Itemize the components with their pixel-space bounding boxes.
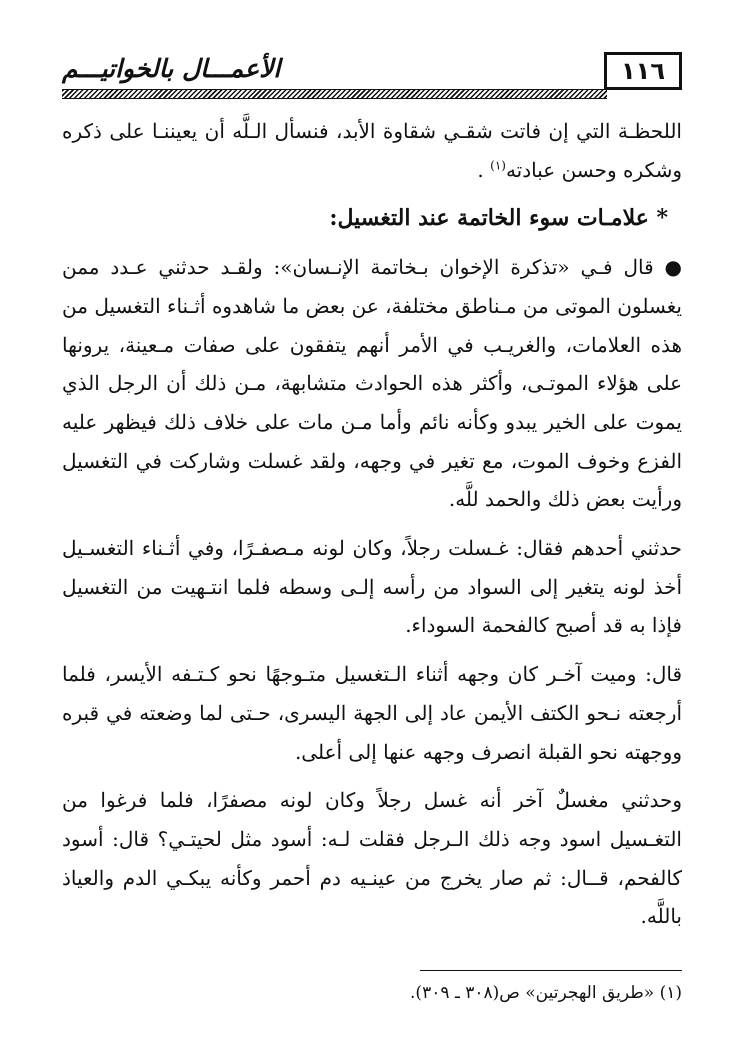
paragraph-1-text: اللحظـة التي إن فاتت شقـي شقاوة الأبد، فنسأل الـلَّه أن يعيننـا على ذكره وشكره وحسن عبادته bbox=[62, 119, 682, 182]
spacer bbox=[62, 238, 682, 248]
running-title: الأعمـــال بالخواتيـــم bbox=[62, 54, 281, 83]
footnote-reference: (١) bbox=[490, 158, 506, 173]
spacer bbox=[62, 771, 682, 781]
page-header bbox=[62, 52, 682, 98]
spacer bbox=[62, 645, 682, 655]
page-number: ١١٦ bbox=[604, 52, 682, 90]
footnote-separator bbox=[420, 970, 682, 971]
section-heading: * علامـات سوء الخاتمة عند التغسيل: bbox=[329, 205, 668, 232]
footnote: (١) «طريق الهجرتين» ص(٣٠٨ ـ ٣٠٩). bbox=[410, 983, 682, 1003]
paragraph-1 bbox=[62, 112, 682, 189]
spacer bbox=[62, 189, 682, 199]
paragraph-4: قال: وميت آخـر كان وجهه أثناء الـتغسيل متـوجهًا نحو كـتـفه الأيسر، فلما أرجعته نـحو الكتف الأيمن عاد إلى الجهة اليسرى، حـتى لما وضعته في قبره ووجهته نحو القبلة انصرف وجهه عنها إلى أعلى. bbox=[62, 662, 682, 764]
paragraph-5: وحدثني مغسلٌ آخر أنه غسل رجلاً وكان لونه مصفرًا، فلما فرغوا من التغـسيل اسود وجه ذلك الـرجل فقلت لـه: أسود مثل لحيتـي؟ قال: أسود كالفحم، قــال: ثم صار يخرج من عينـيه دم أحمر وكأنه يبكـي الدم والعياذ باللَّه. bbox=[62, 788, 682, 929]
main-text bbox=[62, 112, 682, 936]
paragraph-1-end: . bbox=[477, 157, 491, 182]
header-hatched-rule bbox=[62, 89, 607, 99]
paragraph-3: حدثني أحدهم فقال: غـسلت رجلاً، وكان لونه مـصفـرًا، وفي أثـناء التغسـيل أخذ لونه يتغير إلى السواد من رأسه إلـى وسطه فلما انتـهيت من التغسيل فإذا به قد أصبح كالفحمة السوداء. bbox=[62, 536, 682, 638]
paragraph-2: ● قال فـي «تذكرة الإخوان بـخاتمة الإنـسان»: ولقـد حدثني عـدد ممن يغسلون الموتى من مـناطق مختلفة، عن بعض ما شاهدوه أثـناء التغسيل من هذه العلامات، والغريـب في الأمر أنهم يتفقون على صفات مـعينة، يرونها على هؤلاء الموتـى، وأكثر هذه الحوادث متشابهة، مـن ذلك أن الرجل الذي يموت على الخير يبدو وكأنه نائم وأما مـن مات على خلاف ذلك فيظهر عليه الفزع وخوف الموت، مع تغير في وجهه، ولقد غسلت وشاركت في التغسيل ورأيت بعض ذلك والحمد للَّه. bbox=[62, 255, 682, 512]
spacer bbox=[62, 519, 682, 529]
